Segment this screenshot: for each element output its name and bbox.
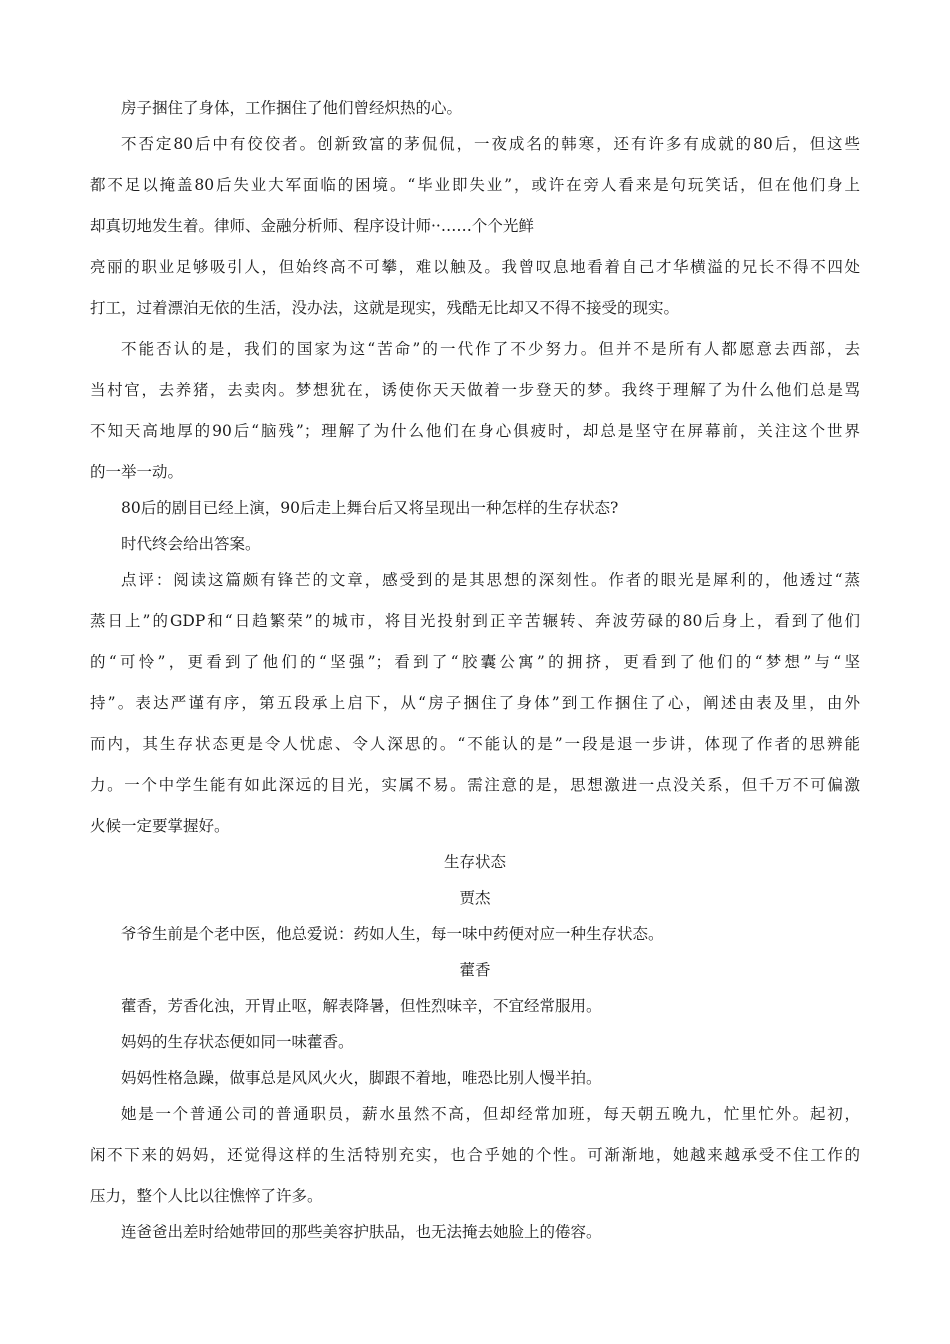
- text-line: 妈妈性格急躁，做事总是风风火火，脚跟不着地，唯恐比别人慢半拍。: [121, 1069, 602, 1087]
- text-line: 80后的剧目已经上演，90后走上舞台后又将呈现出一种怎样的生存状态?: [121, 499, 619, 517]
- text-line: 爷爷生前是个老中医，他总爱说：药如人生，每一味中药便对应一种生存状态。: [121, 925, 664, 943]
- text-line: 压力，整个人比以往憔悴了许多。: [90, 1187, 323, 1205]
- text-line: 力。一个中学生能有如此深远的目光，实属不易。需注意的是，思想激进一点没关系，但千万不可偏激: [90, 776, 860, 794]
- text-line: 火候一定要掌握好。: [90, 817, 230, 835]
- text-line: 亮丽的职业足够吸引人，但始终高不可攀，难以触及。我曾叹息地看着自己才华横溢的兄长不得不四处: [90, 258, 860, 276]
- text-line: 房子捆住了身体，工作捆住了他们曾经炽热的心。: [121, 99, 463, 117]
- text-line: 不能否认的是，我们的国家为这“苦命”的一代作了不少努力。但并不是所有人都愿意去西部，去: [121, 340, 860, 358]
- text-line: 点评：阅读这篇颇有锋芒的文章，感受到的是其思想的深刻性。作者的眼光是犀利的，他透过“蒸: [121, 571, 860, 589]
- text-line: 妈妈的生存状态便如同一味藿香。: [121, 1033, 354, 1051]
- text-line: 不知天高地厚的90后“脑残”；理解了为什么他们在身心俱疲时，却总是坚守在屏幕前，关注这个世界: [90, 422, 860, 440]
- text-line: 都不足以掩盖80后失业大军面临的困境。“毕业即失业”，或许在旁人看来是句玩笑话，但在他们身上: [90, 176, 860, 194]
- text-line: 的一举一动。: [90, 463, 184, 481]
- text-line: 却真切地发生着。律师、金融分析师、程序设计师··……个个光鲜: [90, 217, 534, 235]
- text-line: 闲不下来的妈妈，还觉得这样的生活特别充实，也合乎她的个性。可渐渐地，她越来越承受不住工作的: [90, 1146, 860, 1164]
- text-line: 蒸日上”的GDP和“日趋繁荣”的城市，将目光投射到正辛苦辗转、奔波劳碌的80后身上，看到了他们: [90, 612, 860, 630]
- text-line: 持”。表达严谨有序，第五段承上启下，从“房子捆住了身体”到工作捆住了心，阐述由表及里，由外: [90, 694, 860, 712]
- section-heading: 藿香: [459, 961, 491, 979]
- text-line: 打工，过着漂泊无依的生活，没办法，这就是现实，残酷无比却又不得不接受的现实。: [90, 299, 680, 317]
- text-line: 当村官，去养猪，去卖肉。梦想犹在，诱使你天天做着一步登天的梦。我终于理解了为什么他们总是骂: [90, 381, 860, 399]
- text-line: 藿香，芳香化浊，开胃止呕，解表降暑，但性烈味辛，不宜经常服用。: [121, 997, 602, 1015]
- text-line: 她是一个普通公司的普通职员，薪水虽然不高，但却经常加班，每天朝五晚九，忙里忙外。起初，: [121, 1105, 860, 1123]
- text-line: 不否定80后中有佼佼者。创新致富的茅侃侃，一夜成名的韩寒，还有许多有成就的80后，但这些: [121, 135, 860, 153]
- section-heading: 生存状态: [443, 853, 506, 871]
- text-line: 而内，其生存状态更是令人忧虑、令人深思的。“不能认的是”一段是退一步讲，体现了作者的思辨能: [90, 735, 860, 753]
- text-line: 时代终会给出答案。: [121, 535, 261, 553]
- text-line: 连爸爸出差时给她带回的那些美容护肤品，也无法掩去她脸上的倦容。: [121, 1223, 602, 1241]
- section-heading: 贾杰: [459, 889, 491, 907]
- text-line: 的“可怜”，更看到了他们的“坚强”；看到了“胶囊公寓”的拥挤，更看到了他们的“梦想”与“坚: [90, 653, 860, 671]
